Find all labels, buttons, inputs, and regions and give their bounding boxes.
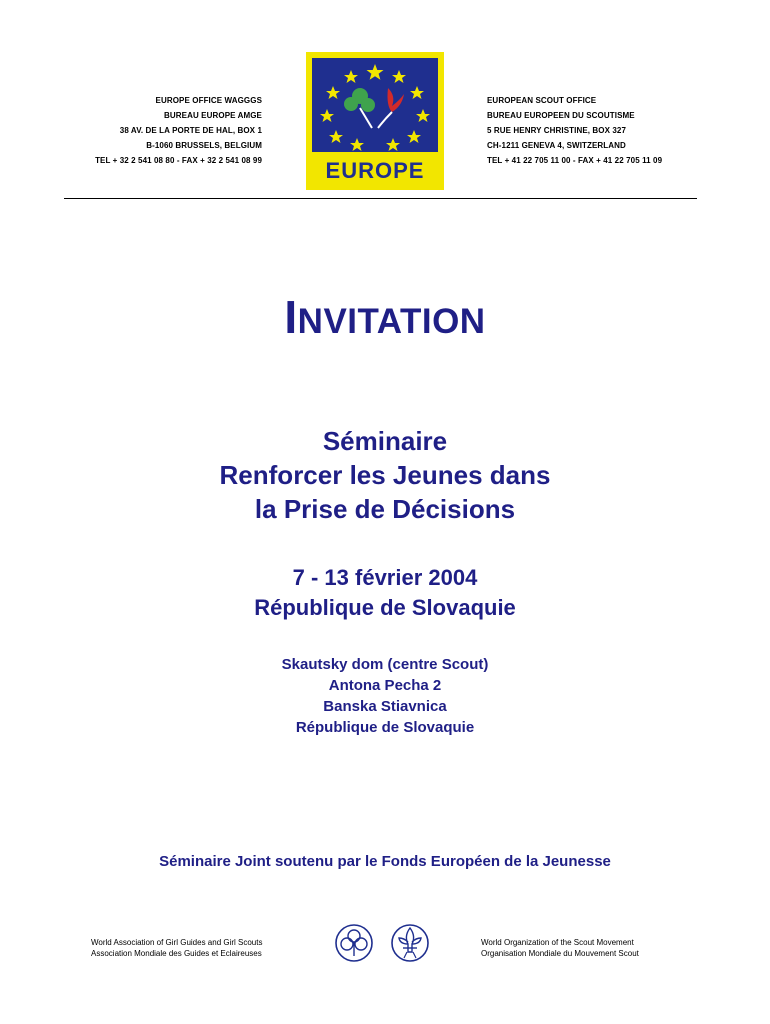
- wagggs-street: 38 AV. DE LA PORTE DE HAL, BOX 1: [119, 126, 262, 135]
- wosm-name-en: World Organization of the Scout Movement: [481, 938, 634, 947]
- seminar-line: la Prise de Décisions: [254, 494, 516, 524]
- europe-region-logo: [306, 52, 444, 190]
- logo-europe-text: EUROPE: [325, 158, 425, 183]
- wosm-street: 5 RUE HENRY CHRISTINE, BOX 327: [487, 126, 627, 135]
- event-country: République de Slovaquie: [254, 595, 516, 620]
- wosm-phone-fax: TEL + 41 22 705 11 00 - FAX + 41 22 705 11 09: [487, 156, 663, 165]
- seminar-line: Séminaire: [322, 426, 448, 456]
- wagggs-phone-fax: TEL + 32 2 541 08 80 - FAX + 32 2 541 08 99: [95, 156, 262, 165]
- venue-line: Banska Stiavnica: [323, 698, 447, 715]
- title-rest: NVITATION: [297, 302, 486, 341]
- wagggs-name-en: World Association of Girl Guides and Girl Scouts: [91, 938, 263, 947]
- wosm-office-address: [487, 93, 662, 168]
- wagggs-office-name-fr: BUREAU EUROPE AMGE: [164, 111, 262, 120]
- wagggs-trefoil-emblem-icon: [334, 922, 374, 964]
- venue-address: [0, 654, 770, 738]
- wagggs-office-address: [95, 93, 262, 168]
- wosm-office-name: EUROPEAN SCOUT OFFICE: [487, 96, 597, 105]
- seminar-title: [0, 424, 770, 526]
- wosm-office-name-fr: BUREAU EUROPEEN DU SCOUTISME: [487, 111, 635, 120]
- header-divider: [64, 198, 697, 199]
- support-statement: Séminaire Joint soutenu par le Fonds Européen de la Jeunesse: [159, 853, 611, 870]
- event-dates-location: [0, 563, 770, 623]
- wagggs-name-fr: Association Mondiale des Guides et Eclaireuses: [91, 949, 262, 958]
- wosm-city: CH-1211 GENEVA 4, SWITZERLAND: [487, 141, 626, 150]
- venue-line: Antona Pecha 2: [328, 677, 442, 694]
- page-title: [0, 290, 770, 344]
- seminar-line: Renforcer les Jeunes dans: [219, 460, 551, 490]
- wosm-footer: [481, 937, 639, 959]
- wosm-fleur-de-lis-emblem-icon: [390, 922, 430, 964]
- title-initial: I: [284, 291, 298, 343]
- wagggs-footer: [91, 937, 262, 959]
- venue-line: République de Slovaquie: [295, 719, 475, 736]
- venue-line: Skautsky dom (centre Scout): [281, 656, 489, 673]
- event-dates: 7 - 13 février 2004: [292, 565, 478, 590]
- wagggs-city: B-1060 BRUSSELS, BELGIUM: [146, 141, 262, 150]
- wagggs-office-name: EUROPE OFFICE WAGGGS: [155, 96, 262, 105]
- wosm-name-fr: Organisation Mondiale du Mouvement Scout: [481, 949, 639, 958]
